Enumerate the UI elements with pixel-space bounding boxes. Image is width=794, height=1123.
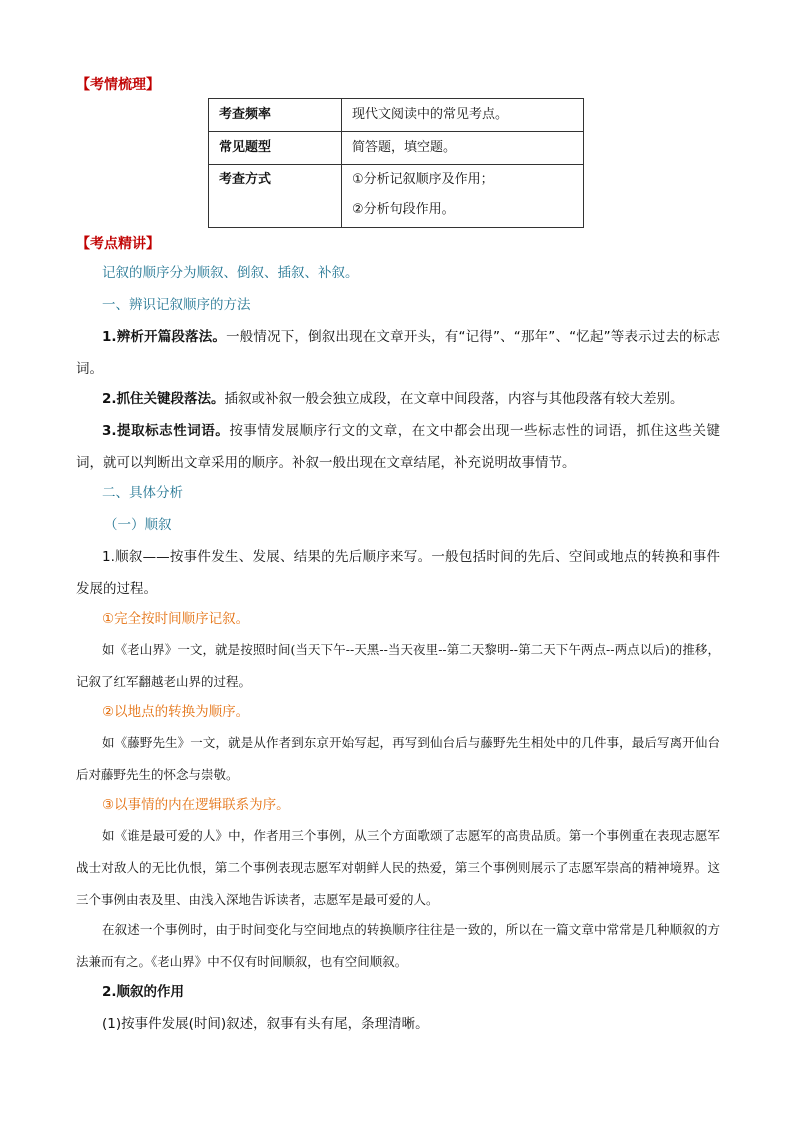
category-2: ②以地点的转换为顺序。: [102, 704, 250, 720]
subheading-shunxu: （一）顺叙: [104, 517, 172, 533]
function-1: (1)按事件发展(时间)叙述，叙事有头有尾，条理清晰。: [102, 1016, 429, 1032]
table-row: [209, 165, 584, 228]
category-3: ③以事情的内在逻辑联系为序。: [102, 797, 290, 813]
heading-function: 2.顺叙的作用: [102, 984, 185, 1000]
table-value: [342, 165, 584, 228]
section-title-kaoqing: 【考情梳理】: [76, 77, 160, 93]
heading-methods: 一、辨识记叙顺序的方法: [102, 297, 251, 313]
method-3-text: 按事情发展顺序行文的文章，在文中都会出现一些标志性的词语，抓住这些关键词，就可以判断出文章采用的顺序。补叙一般出现在文章结尾，补充说明故事情节。: [76, 423, 721, 471]
table-row: [209, 99, 584, 132]
example-4: 在叙述一个事例时，由于时间变化与空间地点的转换顺序往往是一致的，所以在一篇文章中常常是几种顺叙的方法兼而有之。《老山界》中不仅有时间顺叙，也有空间顺叙。: [76, 922, 720, 969]
method-1-text: 一般情况下，倒叙出现在文章开头，有“记得”、“那年”、“忆起”等表示过去的标志词。: [76, 329, 720, 377]
table-value-line: ②分析句段作用。: [352, 202, 455, 217]
category-1: ①完全按时间顺序记叙。: [102, 611, 250, 627]
table-value: 现代文阅读中的常见考点。: [342, 99, 584, 132]
method-3: [76, 415, 720, 479]
example-1: 如《老山界》一文，就是按照时间(当天下午--天黑--当天夜里--第二天黎明--第二天下午两点--两点以后)的推移，记叙了红军翻越老山界的过程。: [76, 642, 720, 689]
method-2-title: 2.抓住关键段落法。: [102, 391, 225, 407]
table-value-line: ①分析记叙顺序及作用；: [352, 172, 494, 187]
method-2: [76, 383, 720, 415]
table-label: 考查频率: [209, 99, 342, 132]
table-row: [209, 132, 584, 165]
table-value: 简答题，填空题。: [342, 132, 584, 165]
method-2-text: 插叙或补叙一般会独立成段，在文章中间段落，内容与其他段落有较大差别。: [224, 391, 684, 407]
heading-analysis: 二、具体分析: [102, 485, 183, 501]
example-3: 如《谁是最可爱的人》中，作者用三个事例，从三个方面歌颂了志愿军的高贵品质。第一个事例重在表现志愿军战士对敌人的无比仇恨，第二个事例表现志愿军对朝鲜人民的热爱，第三个事例则展示了志愿军崇高的精神境界。这三个事例由表及里、由浅入深地告诉读者，志愿军是最可爱的人。: [76, 828, 720, 907]
definition-paragraph: 1.顺叙——按事件发生、发展、结果的先后顺序来写。一般包括时间的先后、空间或地点的转换和事件发展的过程。: [76, 549, 720, 597]
table-label: 常见题型: [209, 132, 342, 165]
section-title-kaodian: 【考点精讲】: [76, 236, 160, 252]
table-label: 考查方式: [209, 165, 342, 228]
intro-line: 记叙的顺序分为顺叙、倒叙、插叙、补叙。: [102, 265, 359, 281]
example-2: 如《藤野先生》一文，就是从作者到东京开始写起，再写到仙台后与藤野先生相处中的几件事，最后写离开仙台后对藤野先生的怀念与崇敬。: [76, 735, 720, 782]
method-1: [76, 321, 720, 385]
exam-info-table: [208, 98, 584, 228]
method-1-title: 1.辨析开篇段落法。: [102, 329, 227, 345]
method-3-title: 3.提取标志性词语。: [102, 423, 230, 439]
